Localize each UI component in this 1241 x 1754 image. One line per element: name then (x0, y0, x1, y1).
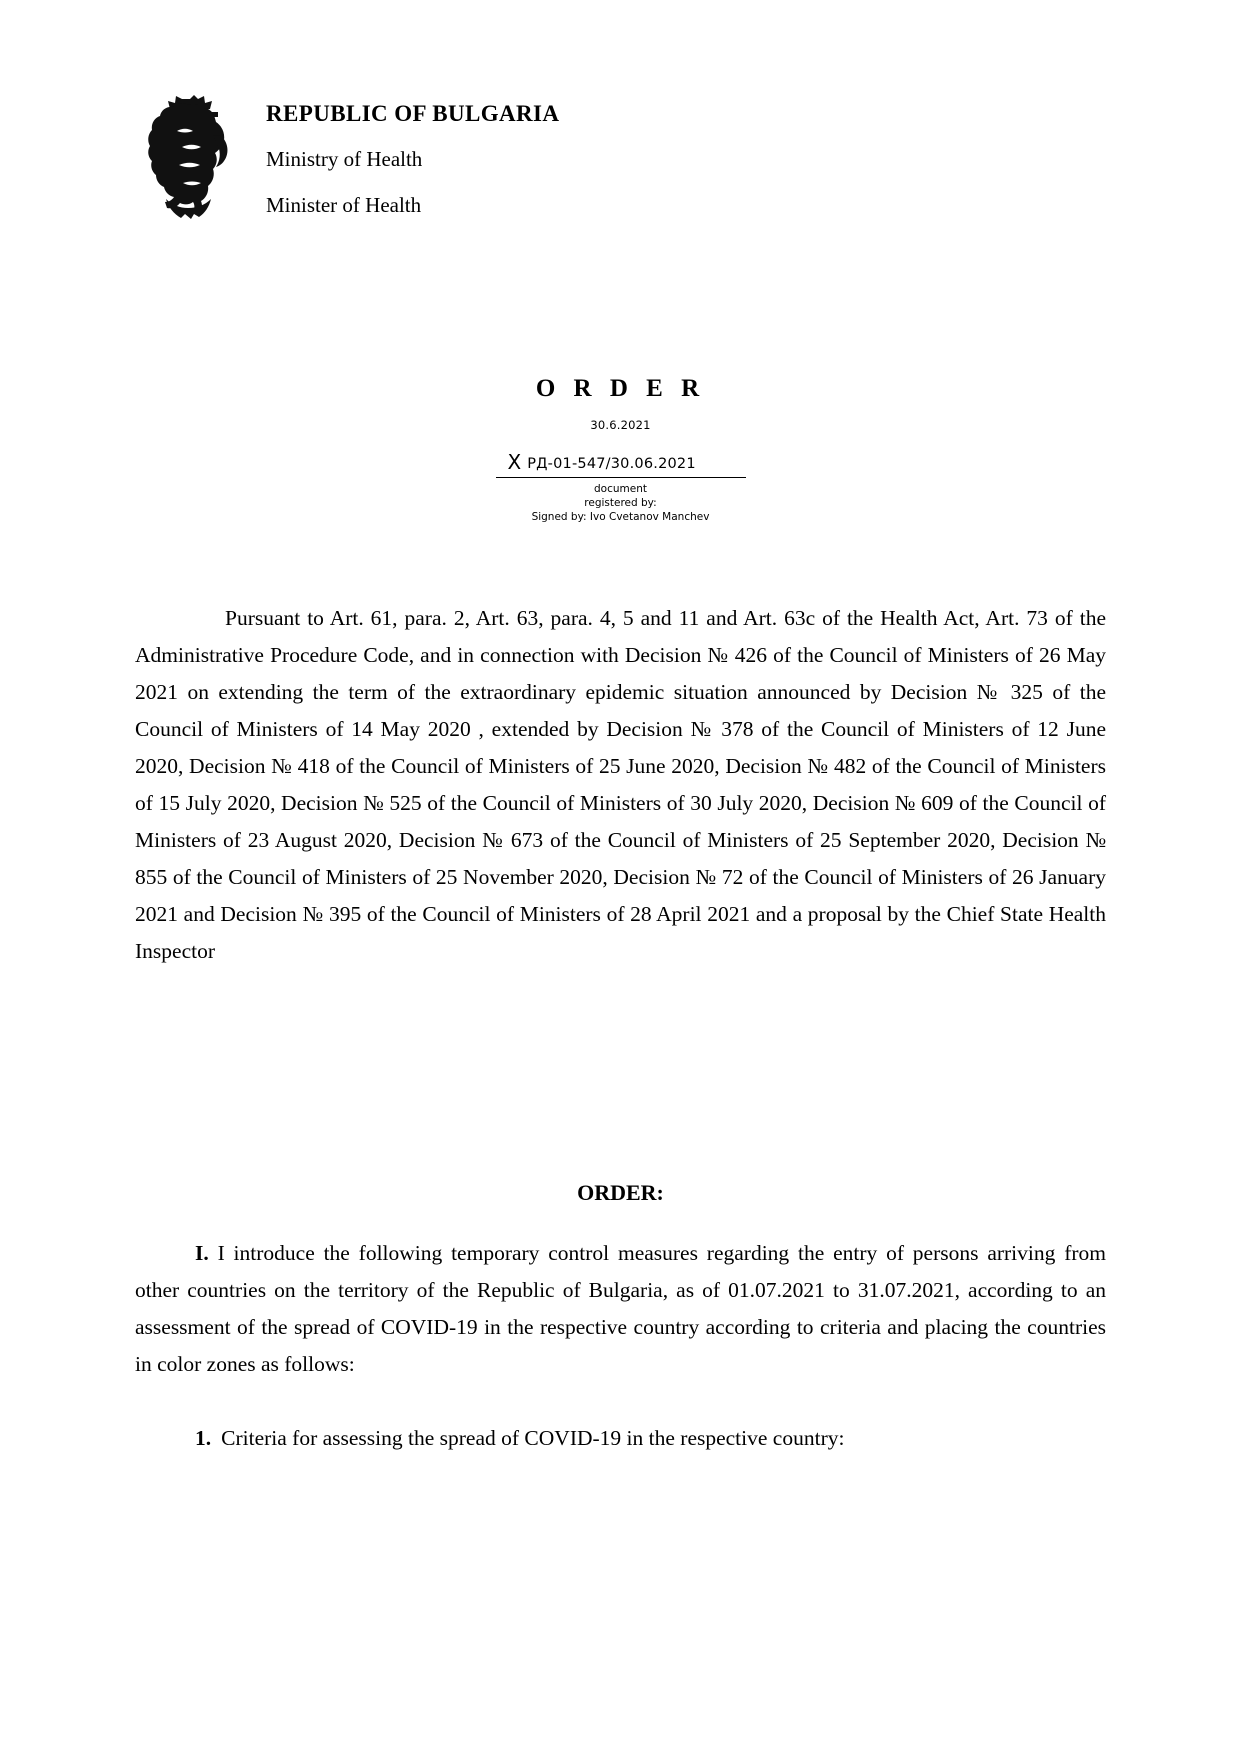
signature-meta (0, 482, 1241, 525)
minister-title: Minister of Health (266, 193, 422, 218)
letterhead-text (266, 95, 559, 240)
item-number: 1. (195, 1426, 212, 1450)
bulgaria-coat-of-arms-icon (146, 95, 242, 225)
signature-line (496, 450, 746, 478)
republic-title: REPUBLIC OF BULGARIA (266, 101, 560, 126)
letterhead (146, 95, 559, 240)
digital-signature-block (0, 418, 1241, 525)
signature-signer: Signed by: Ivo Cvetanov Manchev (531, 511, 710, 524)
document-number: РД-01-547/30.06.2021 (527, 456, 696, 472)
order-heading: ORDER: (577, 1180, 664, 1205)
preamble-section (135, 600, 1106, 970)
signature-meta-line-1: document (594, 483, 647, 495)
section-one (135, 1235, 1106, 1383)
page-title: O R D E R (535, 375, 706, 402)
signature-x-mark: X (507, 450, 522, 474)
item-text: Criteria for assessing the spread of COVID-19 in the respective country: (221, 1426, 845, 1450)
ministry-title: Ministry of Health (266, 147, 423, 172)
signature-date: 30.6.2021 (590, 418, 651, 432)
list-item (135, 1420, 1106, 1457)
section-one-text: I introduce the following temporary control measures regarding the entry of persons arriving from other countries on the territory of the Republic of Bulgaria, as of 01.07.2021 to 31.07.2021, according to an assessment of the spread of COVID-19 in the respective country according to criteria and placing the countries in color zones as follows: (135, 1241, 1106, 1376)
section-one-marker: I. (195, 1241, 209, 1265)
section-one-paragraph (135, 1235, 1106, 1383)
signature-meta-line-2: registered by: (584, 497, 657, 510)
preamble-paragraph: Pursuant to Art. 61, para. 2, Art. 63, para. 4, 5 and 11 and Art. 63c of the Health Act, Art. 73 of the Administrative Procedure Code, and in connection with Decision № 426 of the Council of Ministers of 26 May 2021 on extending the term of the extraordinary epidemic situation announced by Decision № 325 of the Council of Ministers of 14 May 2020 , extended by Decision № 378 of the Council of Ministers of 12 June 2020, Decision № 418 of the Council of Ministers of 25 June 2020, Decision № 482 of the Council of Ministers of 15 July 2020, Decision № 525 of the Council of Ministers of 30 July 2020, Decision № 609 of the Council of Ministers of 23 August 2020, Decision № 673 of the Council of Ministers of 25 September 2020, Decision № 855 of the Council of Ministers of 25 November 2020, Decision № 72 of the Council of Ministers of 26 January 2021 and Decision № 395 of the Council of Ministers of 28 April 2021 and a proposal by the Chief State Health Inspector (135, 606, 1106, 963)
